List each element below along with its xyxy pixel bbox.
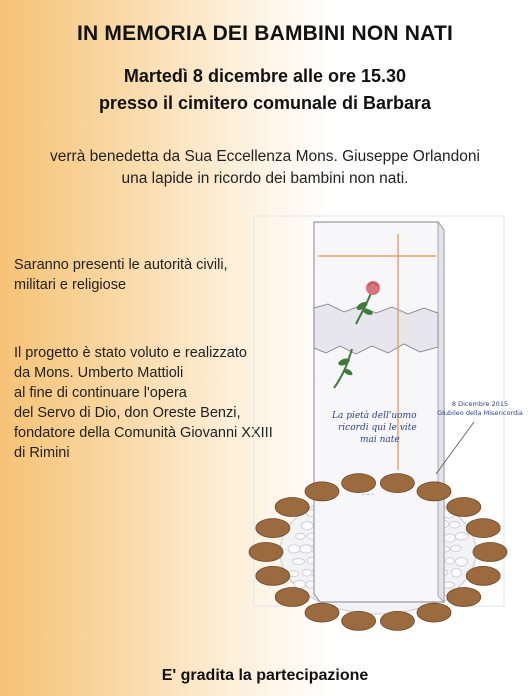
- authorities-paragraph: [14, 255, 228, 295]
- inscription-line: mai nate: [360, 435, 400, 445]
- event-date: Martedì 8 dicembre alle ore 15.30: [123, 66, 407, 86]
- pebble: [451, 568, 461, 577]
- paving-stone: [256, 519, 290, 538]
- intro-line-1: verrà benedetta da Sua Eccellenza Mons. Giuseppe Orlandoni: [50, 148, 480, 165]
- paving-stone: [275, 588, 309, 607]
- side-note: [436, 400, 523, 474]
- event-place: presso il cimitero comunale di Barbara: [98, 93, 432, 113]
- pebble: [294, 580, 306, 588]
- project-line: da Mons. Umberto Mattioli: [14, 365, 184, 381]
- project-paragraph: [14, 343, 273, 463]
- paving-stone: [447, 588, 481, 607]
- pebble: [292, 559, 304, 565]
- svg-text:~ ~ ~: ~ ~ ~: [361, 492, 375, 497]
- side-note-title: Giubileo della Misericordia: [437, 409, 523, 417]
- paving-stone: [473, 543, 507, 562]
- intro-line-2: una lapide in ricordo dei bambini non nati.: [121, 170, 409, 187]
- paving-stone: [466, 566, 500, 585]
- paving-stone: [305, 482, 339, 501]
- inscription-line: La pietà dell'uomo: [332, 411, 417, 421]
- paving-stone: [249, 543, 283, 562]
- project-line: del Servo di Dio, don Oreste Benzi,: [14, 405, 241, 421]
- paving-stone: [380, 611, 414, 630]
- page-title: IN MEMORIA DEI BAMBINI NON NATI: [76, 22, 454, 45]
- pebble: [288, 545, 300, 553]
- pebble: [456, 557, 468, 566]
- paving-stone: [417, 603, 451, 622]
- paving-stone: [380, 474, 414, 493]
- pebble: [444, 534, 456, 542]
- pebble: [445, 558, 454, 564]
- pebble: [455, 532, 468, 540]
- authorities-line: militari e religiose: [14, 277, 127, 293]
- pebble: [450, 545, 461, 551]
- pebble: [301, 522, 313, 530]
- pebble: [296, 533, 306, 539]
- paving-stone: [466, 519, 500, 538]
- project-line: di Rimini: [14, 445, 70, 461]
- paving-stone: [342, 611, 376, 630]
- pebble: [450, 521, 460, 528]
- paving-stone: [342, 474, 376, 493]
- closing-line: E' gradita la partecipazione: [161, 667, 369, 684]
- paving-stone: [417, 482, 451, 501]
- inscription-line: ricordi qui le vite: [338, 423, 417, 433]
- memorial-stone-illustration: [248, 212, 523, 652]
- paving-stone: [305, 603, 339, 622]
- project-line: al fine di continuare l'opera: [14, 385, 187, 401]
- paving-stone: [256, 566, 290, 585]
- side-note-date: 8 Dicembre 2015: [451, 400, 509, 408]
- project-line: Il progetto è stato voluto e realizzato: [14, 345, 247, 361]
- project-line: fondatore della Comunità Giovanni XXIII: [14, 425, 273, 441]
- paving-stone: [275, 498, 309, 517]
- authorities-line: Saranno presenti le autorità civili,: [14, 257, 228, 273]
- pebble: [302, 569, 312, 576]
- paving-stone: [447, 498, 481, 517]
- pebble: [300, 545, 313, 553]
